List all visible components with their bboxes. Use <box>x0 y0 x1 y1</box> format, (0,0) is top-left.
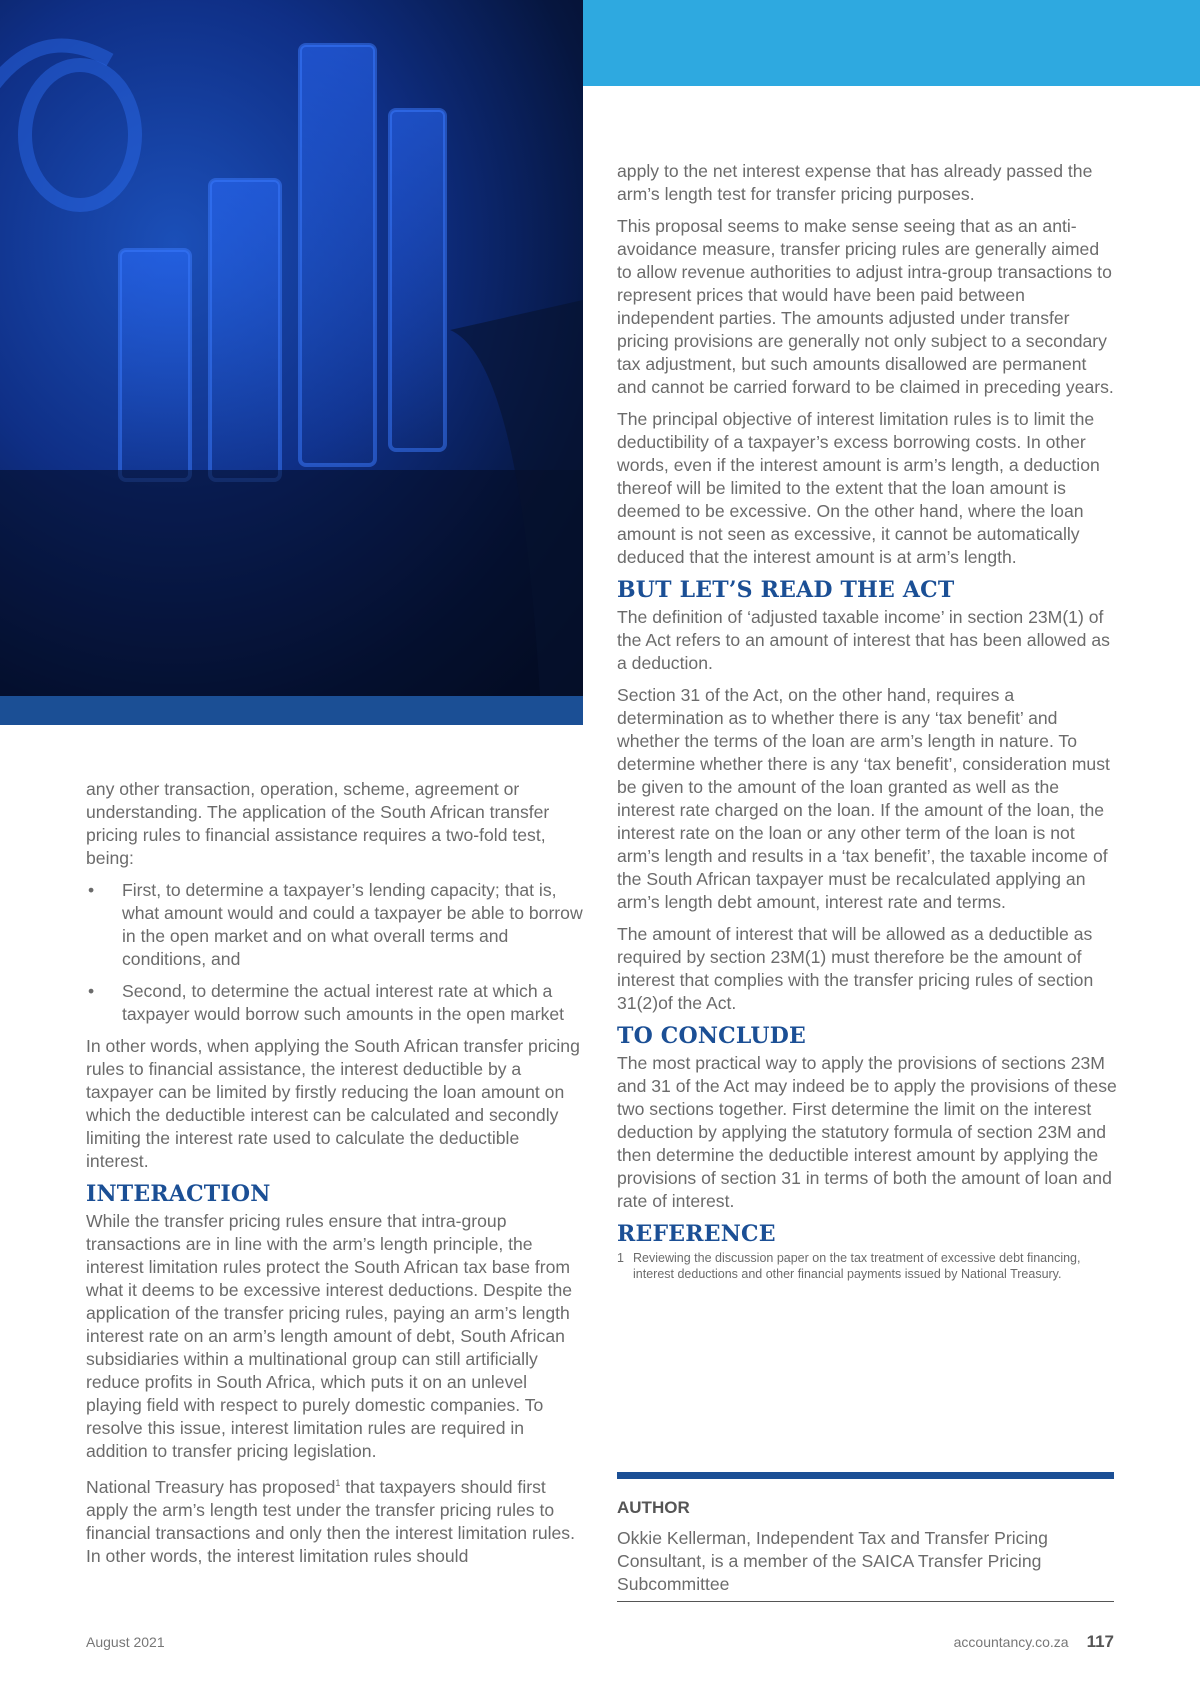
reference-list <box>617 1250 1117 1282</box>
author-box <box>617 1496 1117 1596</box>
reference-number: 1 <box>617 1251 624 1265</box>
author-bio: Okkie Kellerman, Independent Tax and Transfer Pricing Consultant, is a member of the SAICA Transfer Pricing Subcommittee <box>617 1528 1048 1594</box>
bullet-list <box>86 879 586 1026</box>
paragraph: This proposal seems to make sense seeing that as an anti-avoidance measure, transfer pricing rules are generally aimed to allow revenue authorities to adjust intra-group transactions to represent prices that would have been paid between independent parties. The amounts adjusted under transfer pricing provisions are generally not only subject to a secondary tax adjustment, but such amounts disallowed are permanent and cannot be carried forward to be claimed in preceding years. <box>617 216 1114 397</box>
reference-item <box>617 1250 1117 1282</box>
paragraph: While the transfer pricing rules ensure that intra-group transactions are in line with the arm’s length principle, the interest limitation rules protect the South African tax base from what it deems to be excessive interest deductions. Despite the application of the transfer pricing rules, paying an arm’s length interest rate on an arm’s length amount of debt, South African subsidiaries within a multinational group can still artificially reduce profits in South Africa, which puts it on an unlevel playing field with respect to purely domestic companies. To resolve this issue, interest limitation rules are required in addition to transfer pricing legislation. <box>86 1211 573 1461</box>
author-label: AUTHOR <box>617 1498 690 1517</box>
footer-date: August 2021 <box>86 1634 165 1650</box>
paragraph: Section 31 of the Act, on the other hand, requires a determination as to whether there is any ‘tax benefit’ and whether the terms of the loan are arm’s length in nature. To determine whether there is any ‘tax benefit’, consideration must be given to the amount of the loan granted as well as the interest rate charged on the loan. If the amount of the loan, the interest rate on the loan or any other term of the loan is not arm’s length and results in a ‘tax benefit’, the taxable income of the South African taxpayer must be recalculated applying an arm’s length debt amount, interest rate and terms. <box>617 685 1110 912</box>
bullet-dot-icon: • <box>88 981 95 1001</box>
bullet-item <box>86 879 586 971</box>
paragraph: The amount of interest that will be allowed as a deductible as required by section 23M(1) must therefore be the amount of interest that complies with the transfer pricing rules of section 31(2)of the Act. <box>617 924 1094 1013</box>
paragraph <box>86 1472 586 1568</box>
paragraph-text: National Treasury has proposed <box>86 1476 336 1497</box>
bullet-text: First, to determine a taxpayer’s lending capacity; that is, what amount would and could a taxpayer be able to borrow in the open market and on what overall terms and conditions, and <box>122 880 583 969</box>
bullet-dot-icon: • <box>88 880 95 900</box>
paragraph: The principal objective of interest limitation rules is to limit the deductibility of a taxpayer’s excess borrowing costs. In other words, even if the interest amount is arm’s length, a deduction thereof will be limited to the extent that the loan amount is deemed to be excessive. On the other hand, where the loan amount is not seen as excessive, it cannot be automatically deduced that the interest amount is at arm’s length. <box>617 409 1100 567</box>
reference-text: Reviewing the discussion paper on the tax treatment of excessive debt financing, interest deductions and other financial payments issued by National Treasury. <box>633 1251 1081 1281</box>
paragraph: The definition of ‘adjusted taxable income’ in section 23M(1) of the Act refers to an amount of interest that has been allowed as a deduction. <box>617 607 1110 673</box>
author-top-rule <box>617 1472 1114 1479</box>
footer-right <box>954 1632 1114 1652</box>
hero-illustration <box>0 0 583 696</box>
paragraph: The most practical way to apply the provisions of sections 23M and 31 of the Act may indeed be to apply the provisions of these two sections together. First determine the limit on the interest deduction by applying the statutory formula of section 23M and then determine the deductible interest amount by applying the provisions of section 31 in terms of both the amount of loan and rate of interest. <box>617 1053 1117 1211</box>
section-heading: INTERACTION <box>86 1181 271 1207</box>
footnote-marker[interactable]: 1 <box>335 1478 341 1488</box>
paragraph: apply to the net interest expense that has already passed the arm’s length test for transfer pricing purposes. <box>617 161 1093 204</box>
section-heading: BUT LET’S READ THE ACT <box>617 577 955 603</box>
paragraph: In other words, when applying the South African transfer pricing rules to financial assistance, the interest deductible by a taxpayer can be limited by firstly reducing the loan amount on which the deductible interest can be calculated and secondly limiting the interest rate used to calculate the deductible interest. <box>86 1036 580 1171</box>
paragraph: any other transaction, operation, scheme, agreement or understanding. The application of the South African transfer pricing rules to financial assistance requires a two-fold test, being: <box>86 779 550 868</box>
footer-site-link[interactable]: accountancy.co.za <box>953 1634 1069 1650</box>
section-heading: REFERENCE <box>617 1221 776 1247</box>
bullet-item <box>86 980 586 1026</box>
top-color-bar <box>583 0 1200 86</box>
page-number: 117 <box>1086 1632 1114 1651</box>
author-bottom-rule <box>617 1601 1114 1602</box>
hero-bottom-band <box>0 696 583 725</box>
percent-chart-illustration <box>0 0 583 696</box>
paragraph-text: that taxpayers should first apply the arm’s length test under the transfer pricing rules to financial transactions and only then the interest limitation rules. In other words, the interest limitation rules should <box>86 1476 575 1566</box>
left-column <box>86 778 586 1577</box>
section-heading: TO CONCLUDE <box>617 1023 806 1049</box>
right-column <box>617 160 1117 1282</box>
bullet-text: Second, to determine the actual interest rate at which a taxpayer would borrow such amounts in the open market <box>122 981 565 1024</box>
